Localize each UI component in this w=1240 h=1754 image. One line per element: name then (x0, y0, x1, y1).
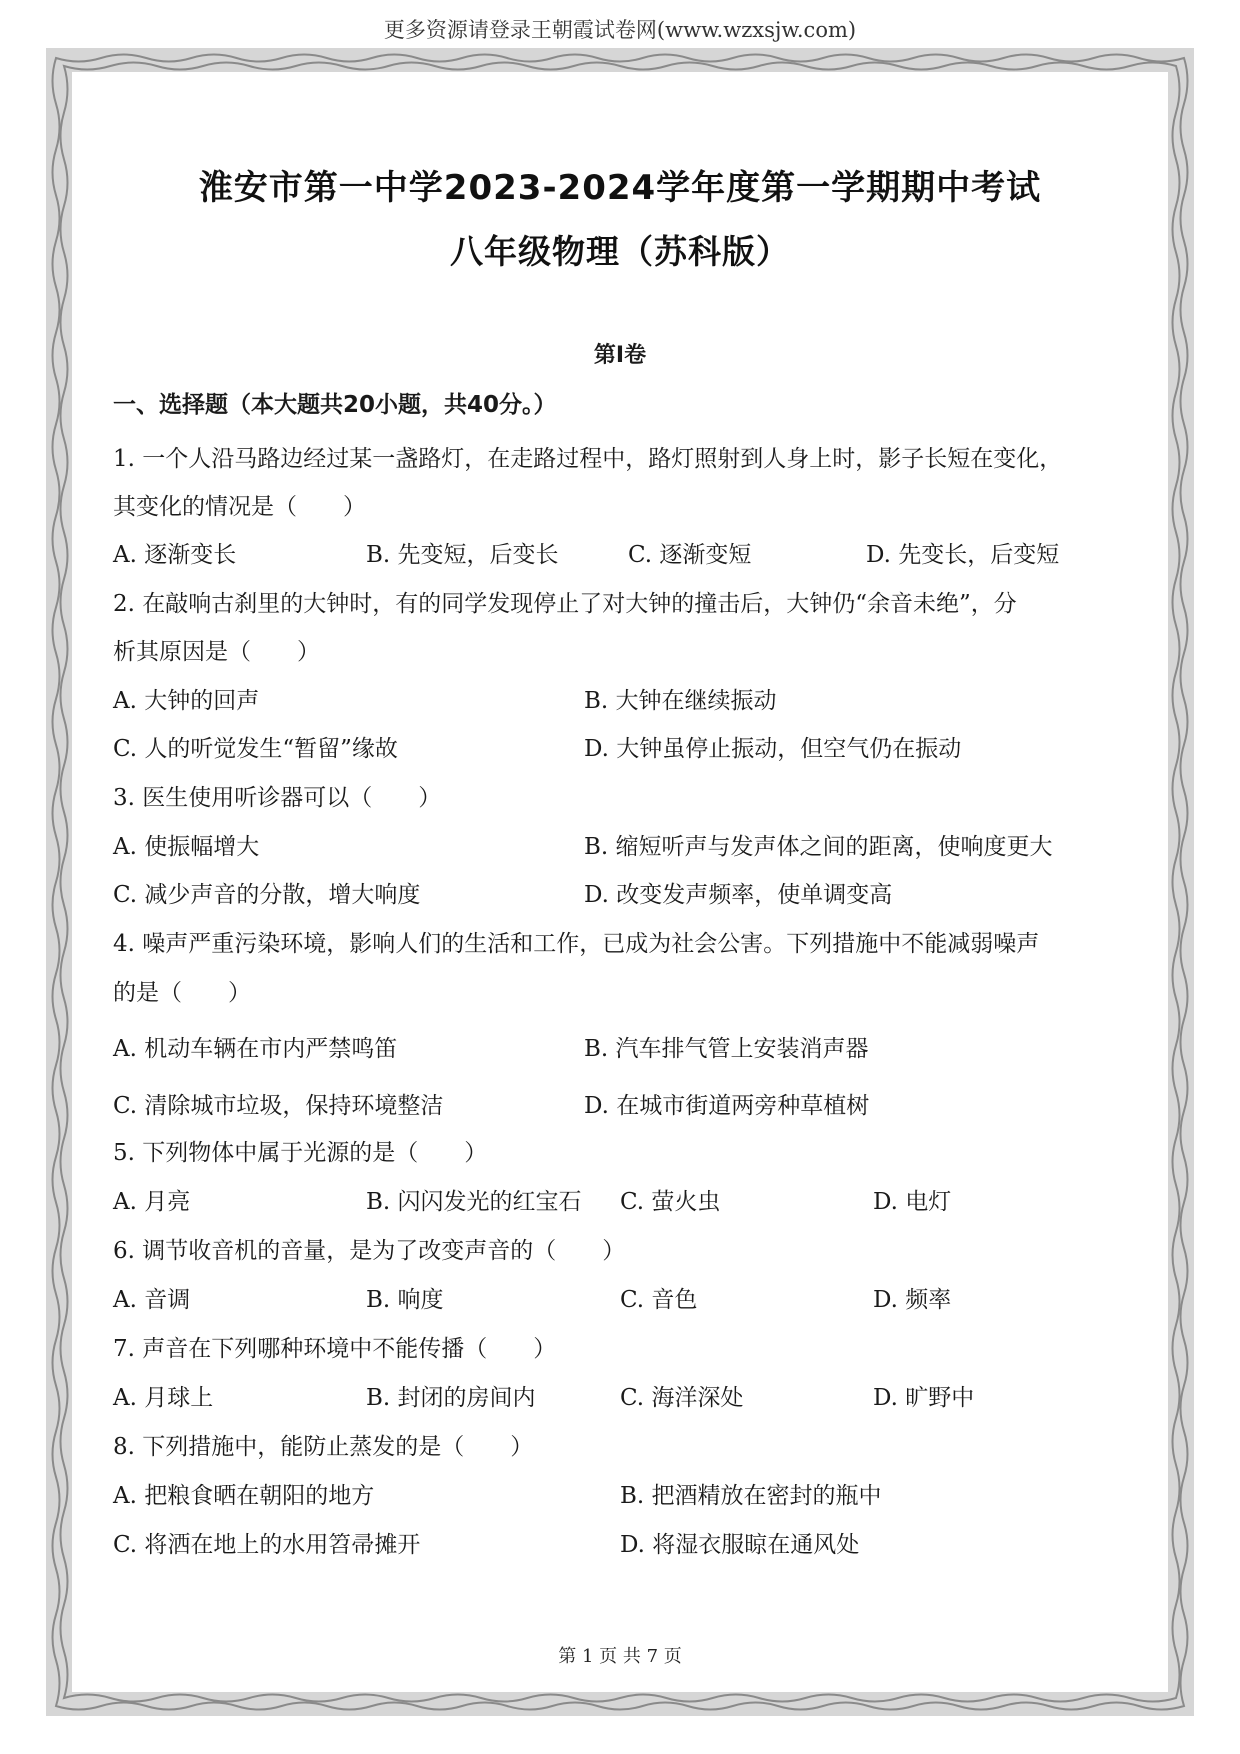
question-4-option-c: C. 清除城市垃圾，保持环境整洁 (113, 1093, 444, 1119)
question-8-option-b: B. 把酒精放在密封的瓶中 (620, 1483, 882, 1509)
question-7-option-a: A. 月球上 (113, 1385, 214, 1411)
question-5-option-a: A. 月亮 (113, 1189, 191, 1215)
question-2-option-c: C. 人的听觉发生“暂留”缘故 (113, 736, 398, 762)
exam-title: 淮安市第一中学2023-2024学年度第一学期期中考试 (198, 168, 1042, 208)
question-2-stem-line-2: 析其原因是（ ） (113, 639, 320, 665)
watermark-text: 更多资源请登录王朝霞试卷网(www.wzxsjw.com) (383, 18, 857, 42)
question-1-stem-line-2: 其变化的情况是（ ） (113, 494, 366, 520)
question-2-option-b: B. 大钟在继续振动 (584, 688, 777, 714)
question-6-option-c: C. 音色 (620, 1287, 698, 1313)
question-7-option-d: D. 旷野中 (873, 1385, 975, 1411)
question-1-option-a: A. 逐渐变长 (113, 542, 237, 568)
question-4-stem-line-2: 的是（ ） (113, 980, 251, 1006)
question-6-stem-line-1: 6. 调节收音机的音量，是为了改变声音的（ ） (113, 1238, 626, 1264)
question-3-option-c: C. 减少声音的分散，增大响度 (113, 882, 421, 908)
question-8-option-d: D. 将湿衣服晾在通风处 (620, 1532, 860, 1558)
page-number: 第 1 页 共 7 页 (558, 1646, 682, 1667)
question-1-stem-line-1: 1. 一个人沿马路边经过某一盏路灯，在走路过程中，路灯照射到人身上时，影子长短在变化， (113, 446, 1063, 472)
question-5-stem-line-1: 5. 下列物体中属于光源的是（ ） (113, 1140, 488, 1166)
question-4-option-b: B. 汽车排气管上安装消声器 (584, 1036, 869, 1062)
volume-heading: 第Ⅰ卷 (593, 343, 647, 368)
question-3-option-a: A. 使振幅增大 (113, 834, 260, 860)
question-1-option-b: B. 先变短，后变长 (366, 542, 559, 568)
question-3-option-b: B. 缩短听声与发声体之间的距离，使响度更大 (584, 834, 1053, 860)
question-6-option-d: D. 频率 (873, 1287, 952, 1313)
question-1-option-d: D. 先变长，后变短 (866, 542, 1060, 568)
question-3-option-d: D. 改变发声频率，使单调变高 (584, 882, 893, 908)
question-7-stem-line-1: 7. 声音在下列哪种环境中不能传播（ ） (113, 1336, 557, 1362)
question-5-option-c: C. 萤火虫 (620, 1189, 721, 1215)
question-7-option-b: B. 封闭的房间内 (366, 1385, 536, 1411)
question-4-option-a: A. 机动车辆在市内严禁鸣笛 (113, 1036, 398, 1062)
question-3-stem-line-1: 3. 医生使用听诊器可以（ ） (113, 785, 442, 811)
question-2-option-d: D. 大钟虽停止振动，但空气仍在振动 (584, 736, 962, 762)
exam-subtitle: 八年级物理（苏科版） (450, 232, 790, 271)
question-2-option-a: A. 大钟的回声 (113, 688, 260, 714)
question-7-option-c: C. 海洋深处 (620, 1385, 744, 1411)
question-6-option-a: A. 音调 (113, 1287, 191, 1313)
question-4-option-d: D. 在城市街道两旁种草植树 (584, 1093, 870, 1119)
question-8-stem-line-1: 8. 下列措施中，能防止蒸发的是（ ） (113, 1434, 534, 1460)
section-heading: 一、选择题（本大题共20小题，共40分。） (113, 392, 557, 418)
question-1-option-c: C. 逐渐变短 (628, 542, 752, 568)
question-6-option-b: B. 响度 (366, 1287, 444, 1313)
question-5-option-b: B. 闪闪发光的红宝石 (366, 1189, 582, 1215)
question-5-option-d: D. 电灯 (873, 1189, 952, 1215)
question-4-stem-line-1: 4. 噪声严重污染环境，影响人们的生活和工作，已成为社会公害。下列措施中不能减弱噪声 (113, 931, 1040, 957)
question-8-option-a: A. 把粮食晒在朝阳的地方 (113, 1483, 375, 1509)
question-2-stem-line-1: 2. 在敲响古刹里的大钟时，有的同学发现停止了对大钟的撞击后，大钟仍“余音未绝”，分 (113, 591, 1017, 617)
question-8-option-c: C. 将洒在地上的水用笤帚摊开 (113, 1532, 421, 1558)
